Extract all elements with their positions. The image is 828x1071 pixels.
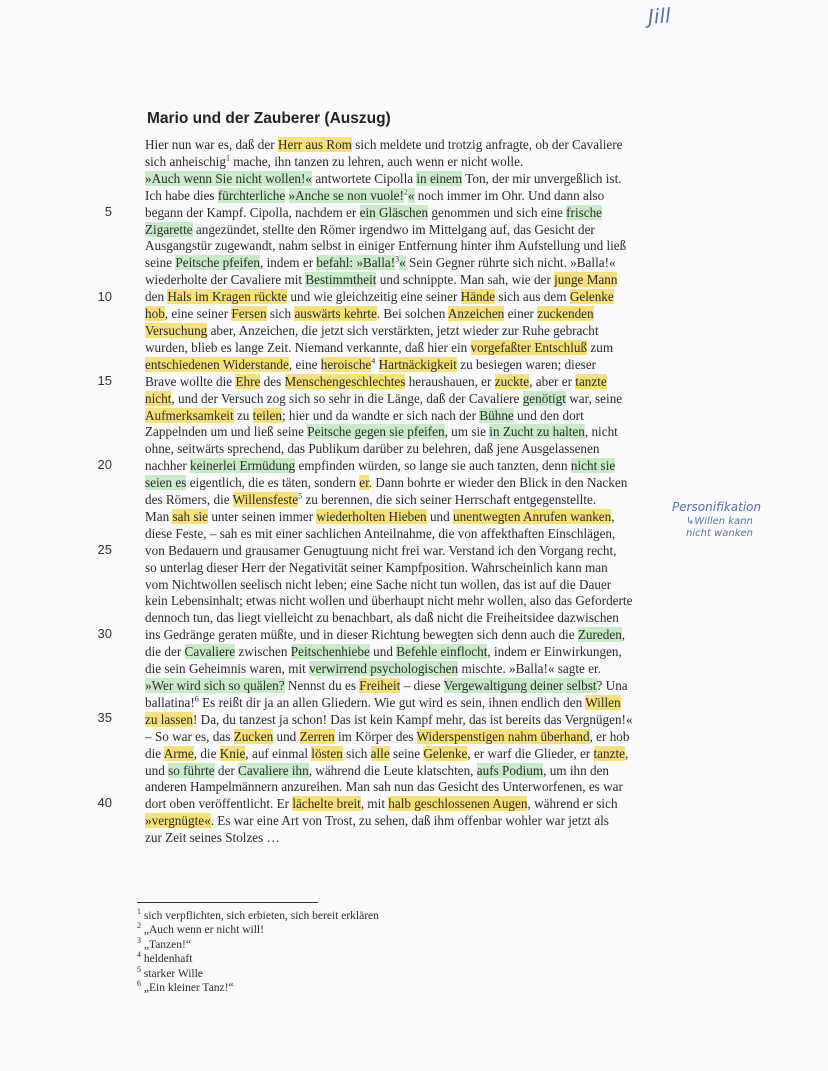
highlight-green: Bühne	[479, 407, 514, 423]
highlight-yellow: unentwegten Anrufen wanken	[453, 508, 612, 524]
highlight-yellow: junge Mann	[554, 272, 618, 288]
text-line	[145, 171, 683, 188]
footnote	[137, 952, 379, 966]
text-run: Hier nun war es, daß der	[145, 137, 278, 152]
highlight-green: aufs Podium	[476, 762, 544, 778]
text-run: die	[145, 745, 164, 761]
text-run: , nicht	[584, 424, 618, 440]
footnote-number: 2	[137, 921, 141, 931]
highlight-yellow: sah sie	[172, 508, 209, 524]
text-run: zu besiegen waren; dieser	[456, 356, 597, 372]
footnote-number: 6	[137, 979, 141, 989]
text-line	[145, 627, 683, 644]
text-run: war, seine	[565, 390, 623, 406]
highlight-green: so führte	[168, 762, 215, 778]
highlight-green: Zureden	[577, 627, 622, 643]
highlight-green: Befehle einflocht	[396, 644, 488, 660]
highlight-yellow: hob	[145, 306, 165, 322]
text-run: zur Zeit seines Stolzes …	[145, 830, 280, 846]
text-line	[145, 222, 683, 239]
highlight-yellow: wiederholten Hieben	[316, 508, 427, 524]
margin-note-line: nicht wanken	[686, 528, 753, 539]
text-run: nachher	[145, 458, 191, 474]
text-run: zwischen	[235, 644, 291, 660]
text-line	[145, 610, 683, 627]
text-run: , er warf die Glieder, er	[467, 745, 594, 761]
footnote-text: „Auch wenn er nicht will!	[141, 924, 264, 937]
text-run: von Bedauern und grausamer Genugtuung nicht frei war. Verstand ich den Vorgang recht,	[145, 542, 617, 558]
text-run: – diese	[400, 678, 444, 693]
line-number: 5	[104, 204, 112, 219]
highlight-green: keinerlei Ermüdung	[190, 458, 296, 474]
text-run: sich aus dem	[495, 289, 570, 305]
line-number: 30	[97, 626, 112, 641]
text-line	[145, 272, 683, 289]
text-run: . Dann bohrte er wieder den Blick in den Nacken	[368, 475, 628, 491]
highlight-yellow: zuckte	[494, 373, 530, 389]
text-line	[145, 188, 683, 205]
text-run: vom Nichtwollen seelisch nicht leben; eine Sache nicht tun wollen, das ist auf die Dauer	[145, 576, 612, 592]
footnote	[137, 909, 379, 923]
highlight-yellow: auswärts kehrte	[294, 306, 377, 322]
text-run: die sein Geheimnis waren, mit	[145, 661, 310, 677]
highlight-yellow: lächelte breit	[292, 796, 361, 812]
highlight-yellow: heroische	[320, 356, 372, 372]
footnote-text: starker Wille	[141, 967, 203, 980]
text-line	[145, 424, 683, 441]
footnote-ref: 6	[194, 694, 199, 704]
text-run: unter seinen immer	[208, 508, 317, 524]
text-run: und	[145, 762, 169, 778]
line-number: 15	[97, 373, 112, 388]
text-run: zu berennen, die sich seiner Herrschaft entgegenstellte.	[302, 492, 597, 508]
text-line	[145, 695, 683, 712]
text-line	[145, 340, 683, 357]
highlight-yellow: Willensfeste	[232, 492, 299, 508]
highlight-green: in einem	[416, 170, 463, 186]
margin-note-personifikation: Personifikation	[672, 500, 762, 514]
text-run: ,	[624, 745, 629, 761]
text-run: Brave wollte die	[145, 373, 236, 389]
line-number: 40	[97, 795, 112, 810]
text-run: Zappelnden um und ließ seine	[145, 424, 308, 440]
text-line	[145, 543, 683, 560]
text-run: anderen Hampelmännern anzureihen. Man sah nun das Gesicht des Unterworfenen, es war	[145, 779, 623, 795]
text-run: , aber er	[529, 373, 576, 389]
footnote-number: 1	[137, 907, 141, 917]
text-run: Ich habe dies	[145, 187, 218, 203]
line-number: 25	[97, 542, 112, 557]
highlight-green: Peitsche gegen sie pfeifen	[307, 424, 445, 440]
text-run: des Römers, die	[145, 492, 233, 508]
text-run: zu	[233, 407, 253, 423]
text-line	[145, 509, 683, 526]
highlight-green: Bestimmtheit	[305, 272, 377, 288]
footnote-ref: 1	[225, 153, 230, 163]
text-run: empfinden würden, so lange sie auch tanzten, denn	[295, 458, 571, 474]
text-line	[145, 323, 683, 340]
highlight-yellow: Widerspenstigen nahm überhand	[416, 728, 590, 744]
highlight-yellow: Gelenke	[423, 745, 468, 761]
text-line	[145, 205, 683, 222]
highlight-green: »Auch wenn Sie nicht wollen!«	[145, 170, 313, 186]
text-line	[145, 763, 683, 780]
footnote-text: sich verpflichten, sich erbieten, sich bereit erklären	[141, 910, 379, 922]
highlight-yellow: Herr aus Rom	[277, 137, 352, 152]
footnote-ref: 5	[298, 491, 303, 501]
text-run: und	[369, 644, 397, 660]
text-run: , die	[193, 745, 220, 761]
highlight-yellow: alle	[370, 745, 390, 761]
footnote-text: heldenhaft	[141, 953, 193, 966]
footnote-number: 4	[137, 950, 141, 960]
text-run: Nennst du es	[284, 678, 360, 693]
text-run: , und der Versuch zog sich so sehr in die Länge, daß der Cavaliere	[171, 390, 523, 406]
highlight-yellow: Fersen	[231, 306, 267, 322]
highlight-yellow: Menschengeschlechtes	[284, 373, 406, 389]
text-line	[145, 830, 683, 847]
text-line	[145, 441, 683, 458]
text-line	[145, 560, 683, 577]
footnote-ref: 3	[395, 254, 400, 264]
highlight-green: Zigarette	[145, 221, 193, 237]
text-run: so unterlag dieser Herr der Negativität seiner Kampfposition. Wahrscheinlich kann man	[145, 559, 608, 575]
highlight-green: frische	[566, 204, 603, 220]
text-run: ; hier und da wandte er sich nach der	[281, 407, 480, 423]
text-line	[145, 408, 683, 425]
text-run: heraushauen, er	[405, 373, 495, 389]
highlight-yellow: Zerren	[299, 728, 335, 744]
text-run: und	[273, 728, 300, 744]
highlight-yellow: Versuchung	[145, 322, 208, 338]
text-line	[145, 255, 683, 272]
line-number: 20	[97, 457, 112, 472]
highlight-yellow: Zucken	[233, 728, 274, 744]
highlight-green: »Anche se non vuole!	[288, 187, 404, 203]
text-run: ballatina!	[145, 694, 195, 710]
text-run: seine	[389, 745, 424, 761]
highlight-yellow: Knie	[219, 745, 246, 761]
text-run: kein Lebensinhalt; etwas nicht wollen und überhaupt nicht mehr wollen, also das Geforderte	[145, 593, 633, 609]
margin-note-explanation	[686, 516, 753, 540]
text-run: und	[426, 508, 454, 524]
text-run: genommen und sich eine	[428, 204, 567, 220]
text-run: des	[260, 373, 285, 389]
text-run: der	[214, 762, 239, 778]
handwritten-name: Jill	[647, 3, 672, 29]
highlight-green: »Wer wird sich so quälen?	[145, 678, 285, 693]
text-run: seine	[145, 255, 176, 271]
text-run: , indem er Einwirkungen,	[487, 644, 622, 660]
text-run: , eine seiner	[164, 306, 232, 322]
text-run: sich meldete und trotzig anfragte, ob der Cavaliere	[351, 137, 623, 152]
text-run: , während er sich	[527, 796, 618, 812]
highlight-green: seien es	[145, 475, 187, 491]
text-run: , er hob	[589, 728, 630, 744]
text-run: und den dort	[513, 407, 584, 423]
highlight-green: nicht sie	[570, 458, 616, 474]
highlight-yellow: lösten	[311, 745, 343, 761]
highlight-yellow: zuckenden	[537, 306, 594, 322]
text-line	[145, 357, 683, 374]
text-line	[145, 306, 683, 323]
highlight-yellow: Anzeichen	[447, 306, 505, 322]
highlight-yellow: Gelenke	[569, 289, 614, 305]
highlight-green: genötigt	[522, 390, 566, 406]
text-line	[145, 779, 683, 796]
text-run: Es reißt dir ja an allen Gliedern. Wie gut wird es sein, ihnen endlich den	[198, 694, 586, 710]
text-line	[145, 577, 683, 594]
text-run: sich	[342, 745, 371, 761]
text-run: eigentlich, die es täten, sondern	[186, 475, 360, 491]
text-run: die der	[145, 644, 185, 660]
highlight-yellow: halb geschlossenen Augen	[388, 796, 528, 812]
footnote-divider	[137, 902, 318, 903]
page-title: Mario und der Zauberer (Auszug)	[147, 110, 391, 127]
text-run: dort oben veröffentlicht. Er	[145, 796, 293, 812]
highlight-green: «	[399, 255, 406, 271]
text-line	[145, 391, 683, 408]
text-run: wurden, blieb es lange Zeit. Niemand verkannte, daß hier ein	[145, 339, 471, 355]
highlight-yellow: vorgefaßter Entschluß	[470, 339, 588, 355]
text-run: , mit	[360, 796, 389, 812]
text-run: ins Gedränge geraten müßte, und in dieser Richtung bewegten sich denn auch die	[145, 627, 578, 643]
highlight-green: fürchterliche	[217, 187, 286, 203]
text-run: – So war es, das	[145, 728, 234, 744]
highlight-green: «	[407, 187, 415, 203]
highlight-yellow: »vergnügte«	[145, 813, 211, 829]
footnote	[137, 964, 379, 981]
highlight-green: Vergewaltigung deiner selbst	[443, 678, 597, 693]
text-line	[145, 154, 683, 171]
text-line	[145, 661, 683, 678]
footnote-number: 5	[137, 964, 141, 974]
text-run: , um ihn den	[543, 762, 610, 778]
text-run: ,	[611, 508, 615, 524]
highlight-green: in Zucht zu halten	[489, 424, 585, 440]
text-run: ? Una	[596, 678, 628, 693]
text-run: ,	[621, 627, 626, 643]
text-run: , eine	[288, 356, 321, 372]
highlight-yellow: zu lassen	[145, 711, 193, 727]
text-run: aber, Anzeichen, die jetzt sich verstärkten, jetzt wieder zur Ruhe gebracht	[207, 322, 599, 338]
footnote	[137, 935, 379, 952]
text-line	[145, 813, 683, 830]
text-run: diese Feste, – sah es mit einer sachlichen Anteilnahme, die von affekthaften Einschlägen,	[145, 525, 616, 541]
highlight-green: befahl: »Balla!	[316, 255, 396, 271]
highlight-green: Peitsche pfeifen	[175, 255, 260, 271]
text-run: zum	[587, 339, 614, 355]
footnote	[137, 923, 379, 937]
text-line	[145, 374, 683, 391]
footnote-text: „Tanzen!“	[141, 938, 191, 951]
text-run: antwortete Cipolla	[312, 170, 417, 186]
footnote-number: 3	[137, 935, 141, 945]
text-run: mischte. »Balla!« sagte er.	[458, 661, 601, 677]
highlight-yellow: Willen	[585, 694, 621, 710]
text-run: den	[145, 289, 168, 305]
text-line	[145, 593, 683, 610]
text-run: sich	[266, 306, 295, 322]
text-run: begann der Kampf. Cipolla, nachdem er	[145, 204, 360, 220]
text-run: wiederholte der Cavaliere mit	[145, 272, 306, 288]
text-run: im Körper des	[334, 728, 417, 744]
highlight-yellow: Hartnäckigkeit	[378, 356, 457, 372]
highlight-yellow: Hände	[460, 289, 496, 305]
highlight-green: Cavaliere ihn	[238, 762, 309, 778]
highlight-yellow: Ehre	[235, 373, 261, 389]
margin-note-line: ↳Willen kann	[686, 516, 753, 527]
text-line	[145, 238, 683, 255]
text-run: , auf einmal	[245, 745, 312, 761]
highlight-yellow: tanzte	[575, 373, 607, 389]
text-run: ! Da, du tanzest ja schon! Das ist kein Kampf mehr, das ist bereits das Vergnügen!«	[192, 711, 633, 727]
highlight-yellow: entschiedenen Widerstande	[145, 356, 289, 372]
highlight-green: Peitschenhiebe	[290, 644, 370, 660]
footnote	[137, 981, 379, 995]
text-run: , während die Leute klatschten,	[308, 762, 477, 778]
text-line	[145, 475, 683, 492]
text-line	[145, 746, 683, 763]
highlight-yellow: Hals im Kragen rückte	[167, 289, 288, 305]
line-number: 10	[97, 289, 112, 304]
text-run: . Bei solchen	[376, 306, 448, 322]
text-line	[145, 458, 683, 475]
text-run: dennoch tun, das liegt vielleicht zu benachbart, als daß nicht die Freiheitsidee dazwischen	[145, 610, 619, 626]
text-run: noch immer im Ohr. Und dann also	[414, 187, 605, 203]
highlight-yellow: Aufmerksamkeit	[145, 407, 234, 423]
line-number: 35	[97, 710, 112, 725]
highlight-green: ein Gläschen	[359, 204, 429, 220]
excerpt-body	[145, 137, 683, 847]
footnote-ref: 4	[371, 356, 376, 366]
text-run: und wie gleichzeitig eine seiner	[287, 289, 461, 305]
highlight-yellow: Arme	[163, 745, 194, 761]
text-run: . Es war eine Art von Trost, zu sehen, daß ihm offenbar wohler war jetzt als	[210, 813, 609, 829]
highlight-yellow: tanzte	[593, 745, 625, 761]
text-line	[145, 289, 683, 306]
highlight-green: Cavaliere	[184, 644, 236, 660]
text-run: , um sie	[444, 424, 490, 440]
footnote-text: „Ein kleiner Tanz!“	[141, 982, 234, 995]
text-run: mache, ihn tanzen zu lehren, auch wenn er nicht wolle.	[229, 153, 524, 169]
footnote-ref: 2	[403, 187, 408, 197]
text-line	[145, 712, 683, 729]
text-run: Ausgangstür zugewandt, nahm selbst in einiger Entfernung hinter ihm Aufstellung und ließ	[145, 238, 627, 254]
highlight-yellow: er	[359, 475, 369, 491]
highlight-yellow: Freiheit	[359, 678, 401, 693]
text-run: Ton, der mir unvergeßlich ist.	[462, 170, 622, 186]
footnotes	[137, 909, 379, 995]
text-line	[145, 492, 683, 509]
text-line	[145, 526, 683, 543]
highlight-green: verwirrend psychologischen	[309, 661, 459, 677]
text-run: angezündet, stellte den Römer irgendwo im Mittelgang auf, das Gesicht der	[192, 221, 595, 237]
text-run: einer	[504, 306, 538, 322]
text-line	[145, 644, 683, 661]
highlight-yellow: nicht	[145, 390, 172, 406]
text-run: und schnippte. Man sah, wie der	[376, 272, 555, 288]
text-line	[145, 137, 683, 154]
text-line	[145, 678, 683, 695]
highlight-yellow: teilen	[252, 407, 282, 423]
text-line	[145, 796, 683, 813]
text-run: sich anheischig	[145, 153, 226, 169]
text-line	[145, 729, 683, 746]
text-run: Sein Gegner rührte sich nicht. »Balla!«	[405, 255, 616, 271]
text-run: Man	[145, 508, 173, 524]
text-run: , indem er	[260, 255, 317, 271]
text-run: ohne, seitwärts sprechend, das Publikum darüber zu belehren, daß jene Ausgelassenen	[145, 441, 600, 457]
